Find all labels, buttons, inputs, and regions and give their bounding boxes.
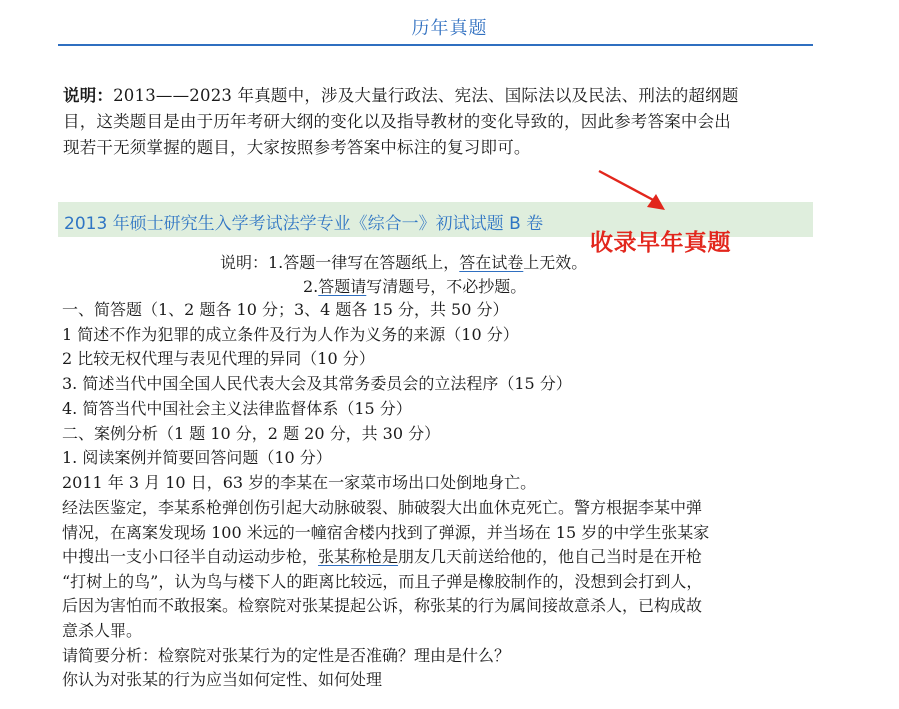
notice-1-underlined: 答在试卷 bbox=[459, 253, 524, 272]
answer-notice-1 bbox=[220, 250, 587, 273]
header-divider bbox=[58, 44, 813, 46]
notice-1-suffix: 上无效。 bbox=[523, 253, 588, 272]
intro-label: 说明： bbox=[63, 86, 114, 105]
question-list bbox=[62, 298, 822, 496]
question-4: 4. 简答当代中国社会主义法律监督体系（15 分） bbox=[62, 398, 412, 418]
case-question-prompt: 请简要分析：检察院对张某行为的定性是否准确？理由是什么？ bbox=[62, 645, 511, 665]
notice-1-prefix: 说明：1.答题一律写在答题纸上， bbox=[220, 253, 460, 272]
intro-line-2: 目，这类题目是由于历年考研大纲的变化以及指导教材的变化导致的，因此参考答案中会出 bbox=[63, 112, 731, 131]
case-line-5: 后因为害怕而不敢报案。检察院对张某提起公诉，称张某的行为属间接故意杀人，已构成故 bbox=[62, 596, 703, 616]
case-question-1: 1. 阅读案例并简要回答问题（10 分） bbox=[62, 448, 332, 468]
question-3: 3. 简述当代中国全国人民代表大会及其常务委员会的立法程序（15 分） bbox=[62, 374, 572, 394]
notice-2-suffix: 写清题号，不必抄题。 bbox=[366, 277, 527, 296]
intro-paragraph bbox=[63, 83, 813, 161]
question-2: 2 比较无权代理与表见代理的异同（10 分） bbox=[62, 349, 375, 369]
case-line-3 bbox=[62, 545, 822, 570]
section-heading-short-answer: 一、简答题（1、2 题各 10 分；3、4 题各 15 分，共 50 分） bbox=[62, 300, 509, 319]
notice-2-number: 2. bbox=[303, 277, 319, 296]
exam-title: 2013 年硕士研究生入学考试法学专业《综合一》初试试题 B 卷 bbox=[64, 214, 544, 234]
intro-line-1 bbox=[63, 83, 813, 109]
case-paragraph bbox=[62, 496, 822, 693]
answer-notice-2 bbox=[303, 274, 526, 297]
case-line-3-prefix: 中搜出一支小口径半自动运动步枪， bbox=[62, 547, 319, 567]
case-line-3-suffix: 朋友几天前送给他的，他自己当时是在开枪 bbox=[398, 547, 703, 567]
case-line-3-underlined: 张某称枪是 bbox=[318, 547, 399, 567]
intro-line-3: 现若干无须掌握的题目，大家按照参考答案中标注的复习即可。 bbox=[63, 138, 531, 157]
case-question-followup: 你认为对张某的行为应当如何定性、如何处理 bbox=[62, 670, 383, 690]
section-heading-case-analysis: 二、案例分析（1 题 10 分，2 题 20 分，共 30 分） bbox=[62, 423, 441, 443]
page-header-title: 历年真题 bbox=[411, 18, 488, 39]
red-arrow-icon bbox=[595, 168, 675, 216]
case-line-4: “打树上的鸟”，认为鸟与楼下人的距离比较远，而且子弹是橡胶制作的，没想到会打到人， bbox=[62, 571, 703, 591]
notice-2-underlined: 答题请 bbox=[318, 277, 367, 296]
case-intro-line: 2011 年 3 月 10 日，63 岁的李某在一家菜市场出口处倒地身亡。 bbox=[62, 472, 537, 492]
case-line-6: 意杀人罪。 bbox=[62, 620, 143, 640]
case-line-2: 情况，在离案发现场 100 米远的一幢宿舍楼内找到了弹源，并当场在 15 岁的中学生张某家 bbox=[62, 522, 710, 542]
intro-line-1-text: 2013——2023 年真题中，涉及大量行政法、宪法、国际法以及民法、刑法的超纲题 bbox=[113, 86, 739, 105]
question-1: 1 简述不作为犯罪的成立条件及行为人作为义务的来源（10 分） bbox=[62, 324, 519, 344]
case-line-1: 经法医鉴定，李某系枪弹创伤引起大动脉破裂、肺破裂大出血休克死亡。警方根据李某中弹 bbox=[62, 498, 703, 517]
annotation-label: 收录早年真题 bbox=[590, 230, 731, 256]
